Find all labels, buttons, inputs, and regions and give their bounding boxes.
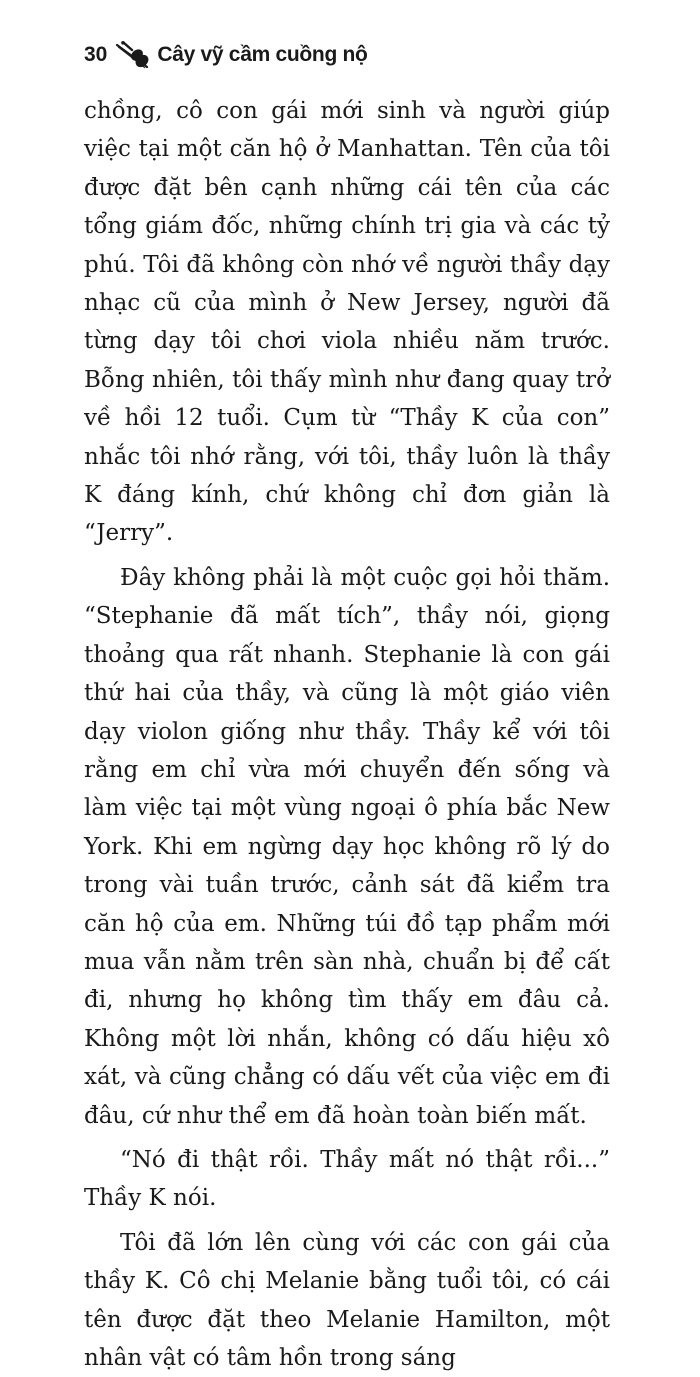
body-text — [84, 92, 610, 1377]
violin-icon — [115, 41, 149, 69]
paragraph-4: Tôi đã lớn lên cùng với các con gái của thầy K. Cô chị Melanie bằng tuổi tôi, có cái tên được đặt theo Melanie Hamilton, một nhân vật có tâm hồn trong sáng — [84, 1229, 610, 1371]
paragraph-1: chồng, cô con gái mới sinh và người giúp việc tại một căn hộ ở Manhattan. Tên của tôi được đặt bên cạnh những cái tên của các tổng giám đốc, những chính trị gia và các tỷ phú. Tôi đã không còn nhớ về người thầy dạy nhạc cũ của mình ở New Jersey, người đã từng dạy tôi chơi viola nhiều năm trước. Bỗng nhiên, tôi thấy mình như đang quay trở về hồi 12 tuổi. Cụm từ “Thầy K của con” nhắc tôi nhớ rằng, với tôi, thầy luôn là thầy K đáng kính, chứ không chỉ đơn giản là “Jerry”. — [84, 98, 610, 547]
page-number: 30 — [84, 43, 108, 66]
running-title: Cây vỹ cầm cuồng nộ — [157, 43, 368, 66]
paragraph-2: Đây không phải là một cuộc gọi hỏi thăm. “Stephanie đã mất tích”, thầy nói, giọng thoảng qua rất nhanh. Stephanie là con gái thứ hai của thầy, và cũng là một giáo viên dạy violon giống như thầy. Thầy kể với tôi rằng em chỉ vừa mới chuyển đến sống và làm việc tại một vùng ngoại ô phía bắc New York. Khi em ngừng dạy học không rõ lý do trong vài tuần trước, cảnh sát đã kiểm tra căn hộ của em. Những túi đồ tạp phẩm mới mua vẫn nằm trên sàn nhà, chuẩn bị để cất đi, nhưng họ không tìm thấy em đâu cả. Không một lời nhắn, không có dấu hiệu xô xát, và cũng chẳng có dấu vết của việc em đi đâu, cứ như thể em đã hoàn toàn biến mất. — [84, 564, 610, 1129]
running-header — [84, 40, 368, 70]
paragraph-3: “Nó đi thật rồi. Thầy mất nó thật rồi...” Thầy K nói. — [84, 1146, 610, 1212]
